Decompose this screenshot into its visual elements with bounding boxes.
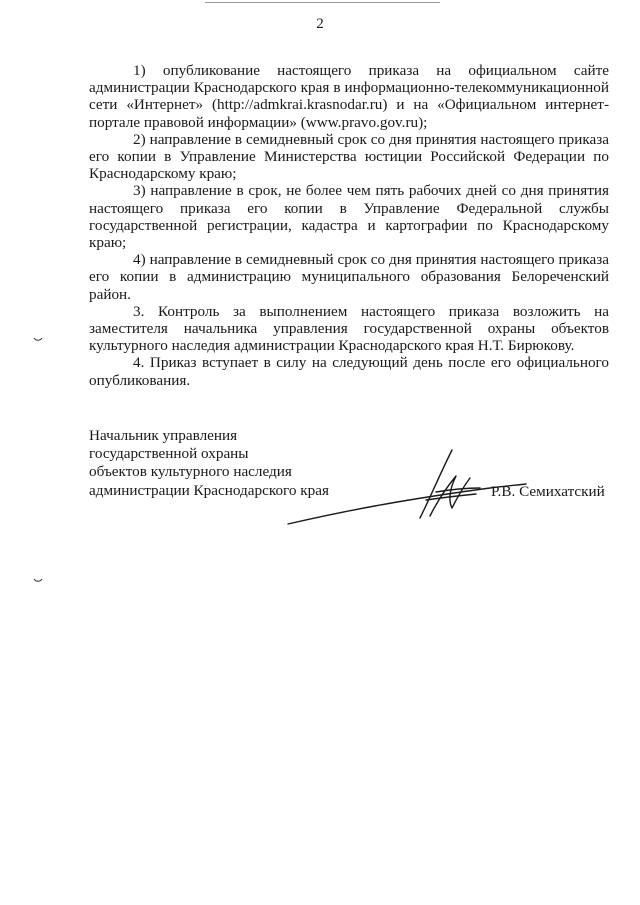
scan-artifact-mark <box>33 577 43 583</box>
paragraph-control: 3. Контроль за выполнением настоящего приказа возложить на заместителя начальника управления государственной охраны объектов культурного наследия администрации Краснодарского края Н.Т. Бирюкову. <box>89 302 609 355</box>
order-body <box>89 62 609 389</box>
position-line-2: государственной охраны <box>89 445 249 463</box>
position-line-3: объектов культурного наследия <box>89 463 292 481</box>
paragraph-1: 1) опубликование настоящего приказа на официальном сайте администрации Краснодарского края в информационно-телекоммуникационной сети «Интернет» (http://admkrai.krasnodar.ru) и на «Официальном интернет-портале правовой информации» (www.pravo.gov.ru); <box>89 62 609 131</box>
scan-top-edge <box>205 2 440 3</box>
position-line-1: Начальник управления <box>89 427 238 444</box>
paragraph-effect: 4. Приказ вступает в силу на следующий день после его официального опубликования. <box>89 354 609 389</box>
page-number: 2 <box>316 16 324 32</box>
position-line-4: администрации Краснодарского края <box>89 481 329 499</box>
scan-artifact-mark <box>33 336 43 342</box>
signatory-name: Р.В. Семихатский <box>491 483 605 500</box>
paragraph-3: 3) направление в срок, не более чем пять рабочих дней со дня принятия настоящего приказа его копии в Управление Федеральной службы государственной регистрации, кадастра и картографии по Краснодарскому краю; <box>89 182 609 252</box>
paragraph-2: 2) направление в семидневный срок со дня принятия настоящего приказа его копии в Управление Министерства юстиции Российской Федерации по Краснодарскому краю; <box>89 130 609 183</box>
paragraph-4: 4) направление в семидневный срок со дня принятия настоящего приказа его копии в администрацию муниципального образования Белореченский район. <box>89 251 609 303</box>
